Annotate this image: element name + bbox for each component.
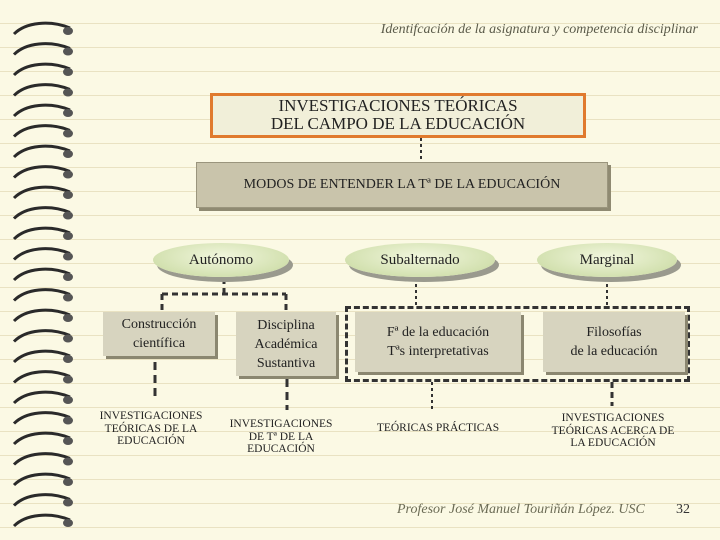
slide-header: Identifcación de la asignatura y competencia disciplinar bbox=[380, 22, 698, 37]
box-fa-educacion bbox=[355, 312, 521, 372]
box-filosofias-line2: de la educación bbox=[570, 344, 658, 359]
box-filosofias bbox=[543, 312, 685, 372]
box-construccion-cientifica bbox=[103, 312, 215, 356]
modos-box: MODOS DE ENTENDER LA Tª DE LA EDUCACIÓN bbox=[196, 162, 608, 208]
box-disciplina-academica bbox=[236, 312, 336, 376]
box-disciplina-label: Disciplina Académica Sustantiva bbox=[254, 317, 318, 371]
main-title-line2: DEL CAMPO DE LA EDUCACIÓN bbox=[270, 114, 526, 133]
page-number: 32 bbox=[676, 502, 690, 517]
footer-author: Profesor José Manuel Touriñán López. USC bbox=[397, 502, 645, 517]
mode-autonomo: Autónomo bbox=[153, 243, 289, 277]
box-fa-line2: Tªs interpretativas bbox=[387, 344, 489, 359]
box-filosofias-line1: Filosofías bbox=[586, 325, 642, 340]
lower-inv-te-educacion: INVESTIGACIONES DE Tª DE LA EDUCACIÓN bbox=[229, 418, 333, 455]
box-fa-line1: Fª de la educación bbox=[386, 325, 490, 340]
lower-inv-teoricas-acerca: INVESTIGACIONES TEÓRICAS ACERCA DE LA EDUCACIÓN bbox=[551, 412, 675, 449]
main-title-line1: INVESTIGACIONES TEÓRICAS bbox=[278, 96, 518, 115]
lower-teoricas-practicas: TEÓRICAS PRÁCTICAS bbox=[376, 422, 500, 434]
mode-subalternado: Subalternado bbox=[345, 243, 495, 277]
lower-inv-teoricas-educacion: INVESTIGACIONES TEÓRICAS DE LA EDUCACIÓN bbox=[99, 410, 203, 447]
box-construccion-label: Construcción científica bbox=[121, 317, 197, 351]
mode-marginal: Marginal bbox=[537, 243, 677, 277]
